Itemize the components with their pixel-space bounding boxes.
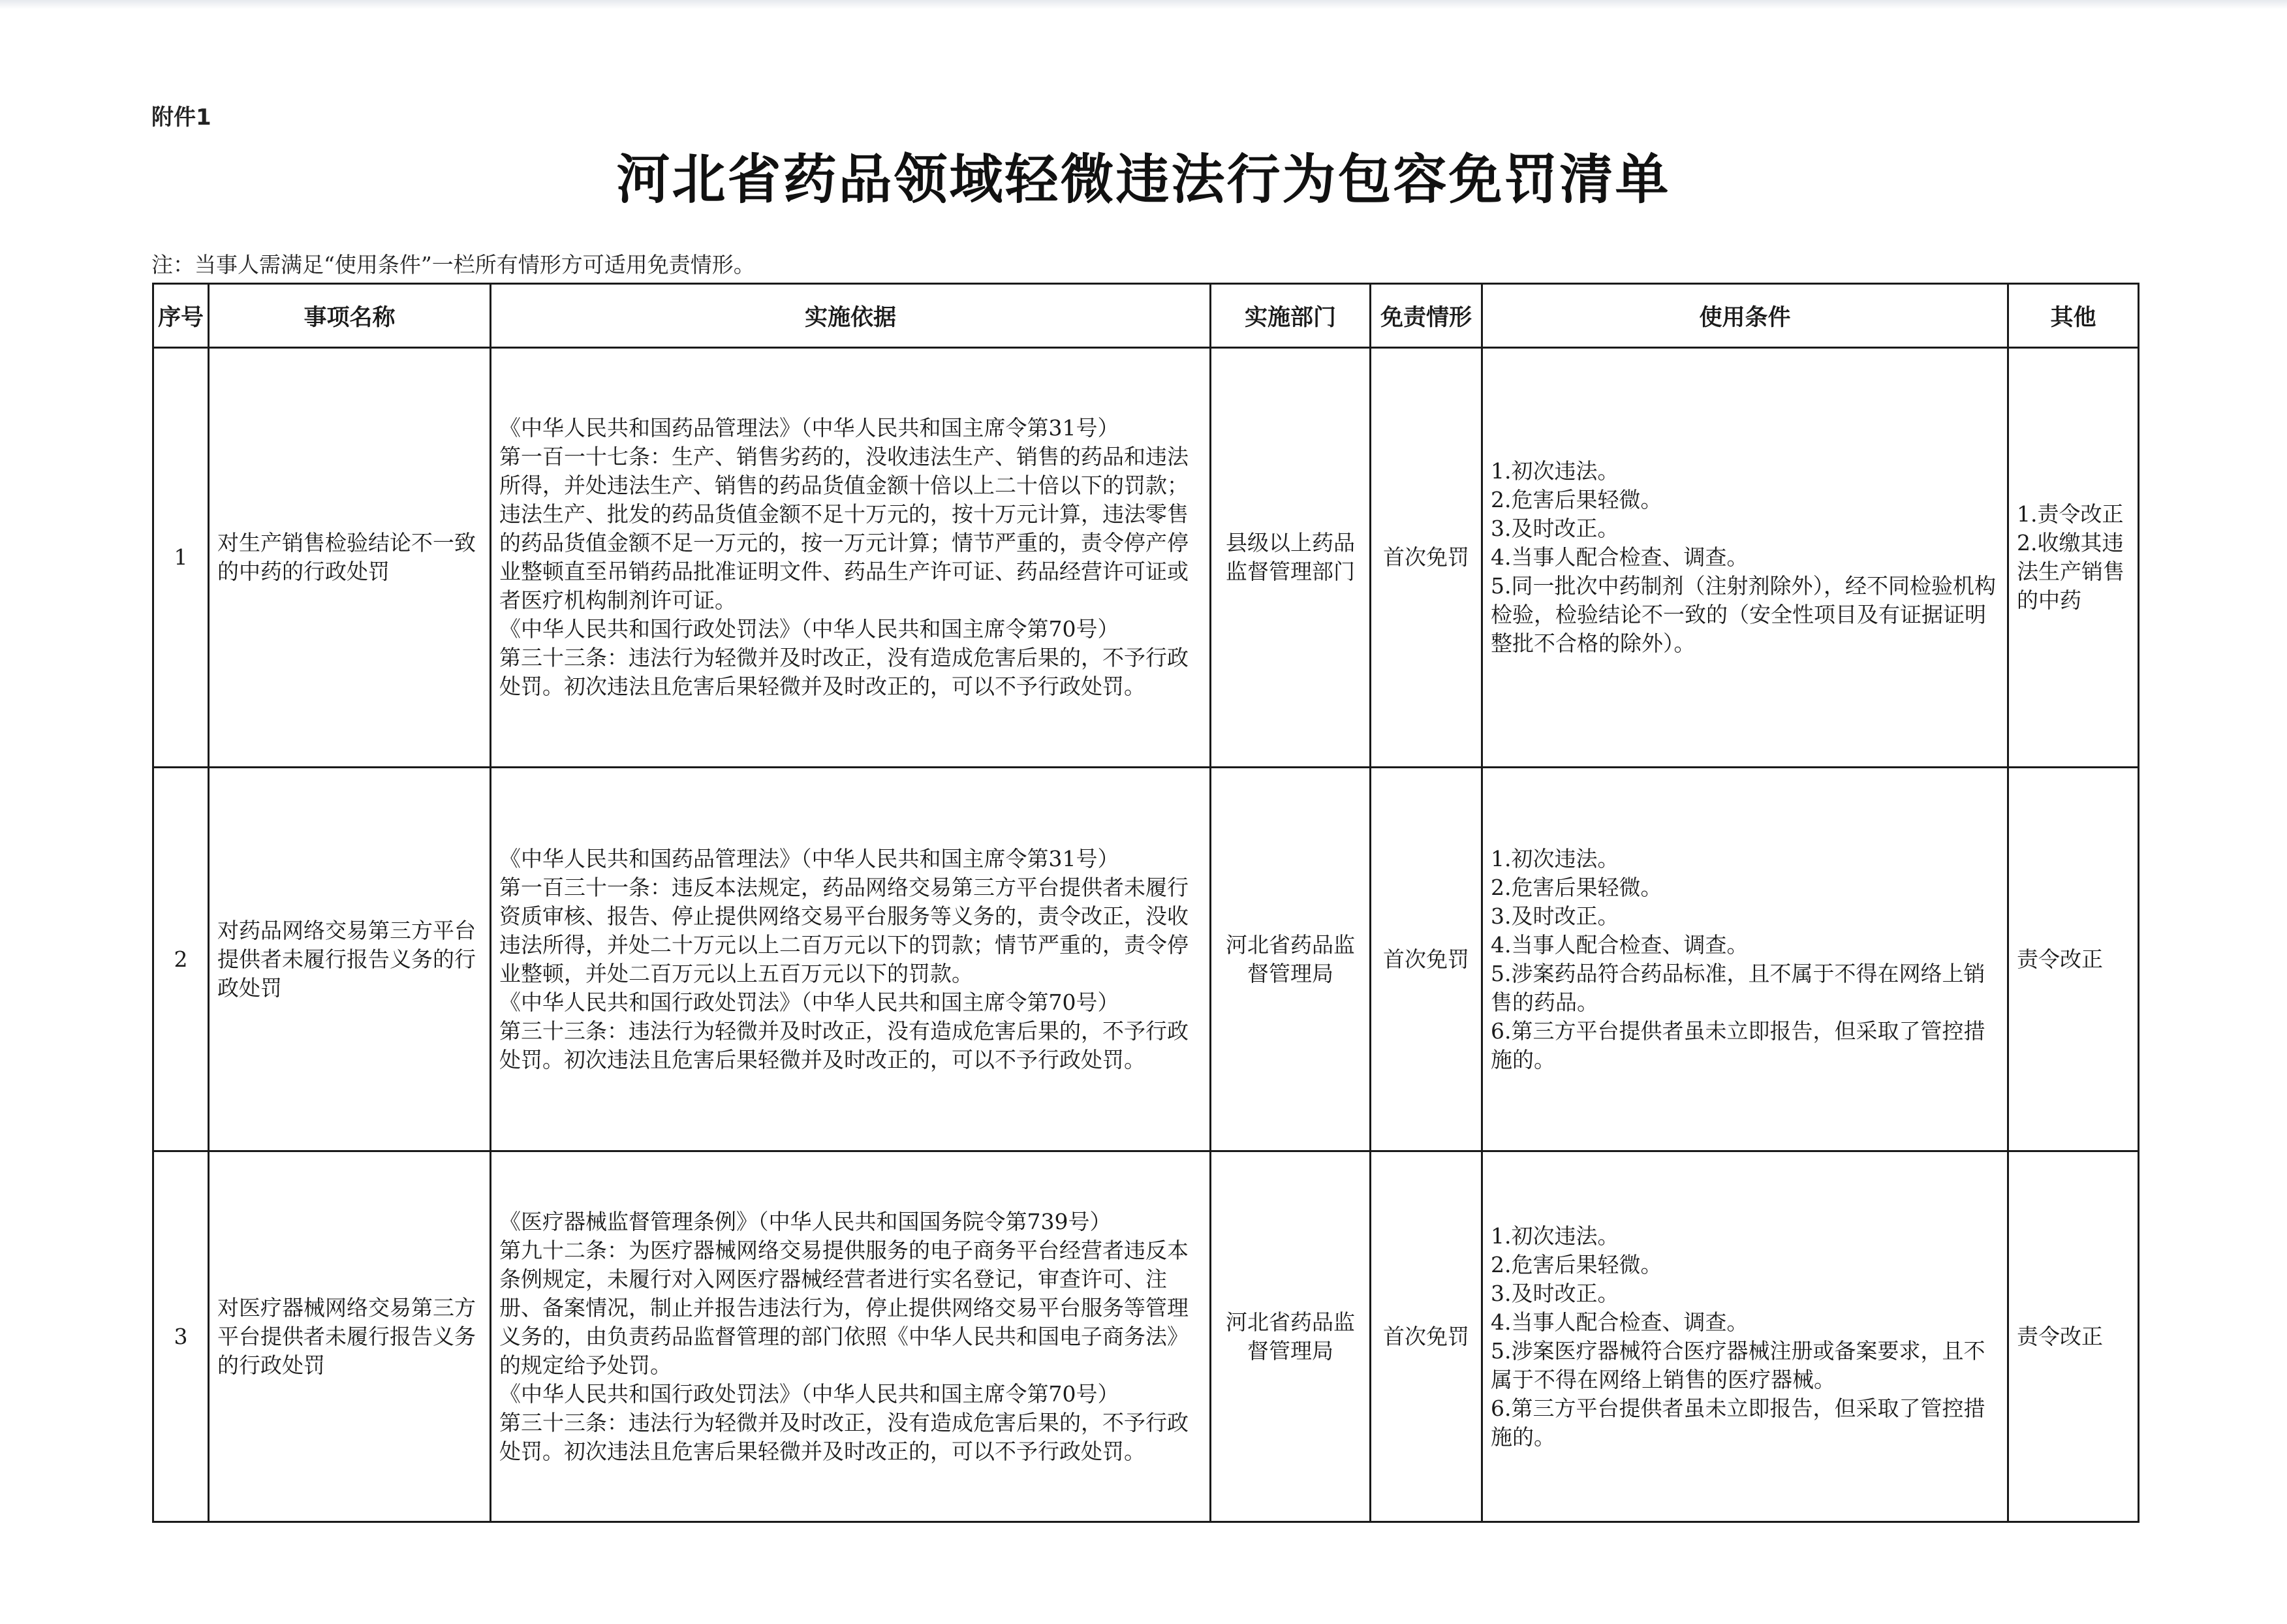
- col-header-other: 其他: [2008, 284, 2139, 348]
- exemption-type: 首次免罚: [1371, 768, 1482, 1151]
- item-name: 对医疗器械网络交易第三方平台提供者未履行报告义务的行政处罚: [209, 1151, 491, 1522]
- condition-item: 4.当事人配合检查、调查。: [1491, 931, 1749, 958]
- col-header-conditions: 使用条件: [1482, 284, 2008, 348]
- row-number: 2: [153, 768, 209, 1151]
- item-name: 对药品网络交易第三方平台提供者未履行报告义务的行政处罚: [209, 768, 491, 1151]
- condition-item: 3.及时改正。: [1491, 1280, 1619, 1306]
- other-item: 责令改正: [2017, 946, 2103, 972]
- col-header-dept: 实施部门: [1211, 284, 1371, 348]
- basis-article: 第九十二条：为医疗器械网络交易提供服务的电子商务平台经营者违反本条例规定，未履行对入网医疗器械经营者进行实名登记，审查许可、注册、备案情况，制止并报告违法行为，停止提供网络交易平台服务等管理义务的，由负责药品监督管理的部门依照《中华人民共和国电子商务法》的规定给予处罚。: [499, 1237, 1189, 1378]
- basis-law-title: 《中华人民共和国药品管理法》（中华人民共和国主席令第31号）: [499, 845, 1119, 871]
- basis-article: 第一百一十七条：生产、销售劣药的，没收违法生产、销售的药品和违法所得，并处违法生产、销售的药品货值金额十倍以上二十倍以下的罚款；违法生产、批发的药品货值金额不足十万元的，按十万元计算，违法零售的药品货值金额不足一万元的，按一万元计算；情节严重的，责令停产停业整顿直至吊销药品批准证明文件、药品生产许可证、药品经营许可证或者医疗机构制剂许可证。: [499, 444, 1189, 613]
- scan-top-edge: [0, 0, 2287, 9]
- row-number: 1: [153, 348, 209, 768]
- implementing-department: 河北省药品监督管理局: [1211, 1151, 1371, 1522]
- legal-basis: [491, 1151, 1211, 1522]
- exemption-type: 首次免罚: [1371, 1151, 1482, 1522]
- condition-item: 5.涉案药品符合药品标准，且不属于不得在网络上销售的药品。: [1491, 960, 1985, 1015]
- condition-item: 3.及时改正。: [1491, 516, 1619, 541]
- implementing-department: 河北省药品监督管理局: [1211, 768, 1371, 1151]
- basis-law-title: 《中华人民共和国行政处罚法》（中华人民共和国主席令第70号）: [499, 989, 1119, 1015]
- condition-item: 1.初次违法。: [1491, 1223, 1619, 1249]
- col-header-item: 事项名称: [209, 284, 491, 348]
- condition-item: 4.当事人配合检查、调查。: [1491, 544, 1749, 570]
- condition-item: 2.危害后果轻微。: [1491, 487, 1662, 512]
- item-name: 对生产销售检验结论不一致的中药的行政处罚: [209, 348, 491, 768]
- condition-item: 5.同一批次中药制剂（注射剂除外），经不同检验机构检验，检验结论不一致的（安全性项目及有证据证明整批不合格的除外）。: [1491, 573, 1996, 656]
- other-item: 1.责令改正: [2017, 501, 2124, 527]
- implementing-department: 县级以上药品监督管理部门: [1211, 348, 1371, 768]
- condition-item: 6.第三方平台提供者虽未立即报告，但采取了管控措施的。: [1491, 1018, 1985, 1072]
- legal-basis: [491, 768, 1211, 1151]
- usage-note: 注：当事人需满足“使用条件”一栏所有情形方可适用免责情形。: [151, 252, 755, 277]
- usage-conditions: [1482, 348, 2008, 768]
- condition-item: 1.初次违法。: [1491, 845, 1619, 871]
- usage-conditions: [1482, 768, 2008, 1151]
- condition-item: 4.当事人配合检查、调查。: [1491, 1309, 1749, 1335]
- condition-item: 6.第三方平台提供者虽未立即报告，但采取了管控措施的。: [1491, 1395, 1985, 1450]
- document-title: 河北省药品领域轻微违法行为包容免罚清单: [616, 148, 1671, 211]
- basis-law-title: 《医疗器械监督管理条例》（中华人民共和国国务院令第739号）: [499, 1208, 1112, 1234]
- other-measures: [2008, 768, 2139, 1151]
- other-item: 责令改正: [2017, 1323, 2103, 1349]
- basis-law-title: 《中华人民共和国药品管理法》（中华人民共和国主席令第31号）: [499, 415, 1119, 441]
- exemption-table: [152, 283, 2139, 1523]
- other-item: 2.收缴其违法生产销售的中药: [2017, 530, 2124, 613]
- col-header-basis: 实施依据: [491, 284, 1211, 348]
- basis-law-title: 《中华人民共和国行政处罚法》（中华人民共和国主席令第70号）: [499, 616, 1119, 642]
- basis-article: 第三十三条：违法行为轻微并及时改正，没有造成危害后果的，不予行政处罚。初次违法且危害后果轻微并及时改正的，可以不予行政处罚。: [499, 1409, 1189, 1464]
- condition-item: 2.危害后果轻微。: [1491, 874, 1662, 900]
- basis-article: 第三十三条：违法行为轻微并及时改正，没有造成危害后果的，不予行政处罚。初次违法且危害后果轻微并及时改正的，可以不予行政处罚。: [499, 645, 1189, 699]
- exemption-type: 首次免罚: [1371, 348, 1482, 768]
- table-header-row: [153, 284, 2139, 348]
- condition-item: 2.危害后果轻微。: [1491, 1251, 1662, 1277]
- attachment-label: 附件1: [151, 104, 211, 131]
- other-measures: [2008, 1151, 2139, 1522]
- basis-law-title: 《中华人民共和国行政处罚法》（中华人民共和国主席令第70号）: [499, 1381, 1119, 1407]
- table-row: [153, 348, 2139, 768]
- col-header-no: 序号: [153, 284, 209, 348]
- row-number: 3: [153, 1151, 209, 1522]
- basis-article: 第三十三条：违法行为轻微并及时改正，没有造成危害后果的，不予行政处罚。初次违法且危害后果轻微并及时改正的，可以不予行政处罚。: [499, 1018, 1189, 1072]
- condition-item: 5.涉案医疗器械符合医疗器械注册或备案要求，且不属于不得在网络上销售的医疗器械。: [1491, 1337, 1985, 1392]
- col-header-exemption: 免责情形: [1371, 284, 1482, 348]
- legal-basis: [491, 348, 1211, 768]
- condition-item: 3.及时改正。: [1491, 903, 1619, 929]
- usage-conditions: [1482, 1151, 2008, 1522]
- table-row: [153, 768, 2139, 1151]
- table-row: [153, 1151, 2139, 1522]
- basis-article: 第一百三十一条：违反本法规定，药品网络交易第三方平台提供者未履行资质审核、报告、停止提供网络交易平台服务等义务的，责令改正，没收违法所得，并处二十万元以上二百万元以下的罚款；情节严重的，责令停业整顿，并处二百万元以上五百万元以下的罚款。: [499, 874, 1189, 986]
- condition-item: 1.初次违法。: [1491, 458, 1619, 484]
- other-measures: [2008, 348, 2139, 768]
